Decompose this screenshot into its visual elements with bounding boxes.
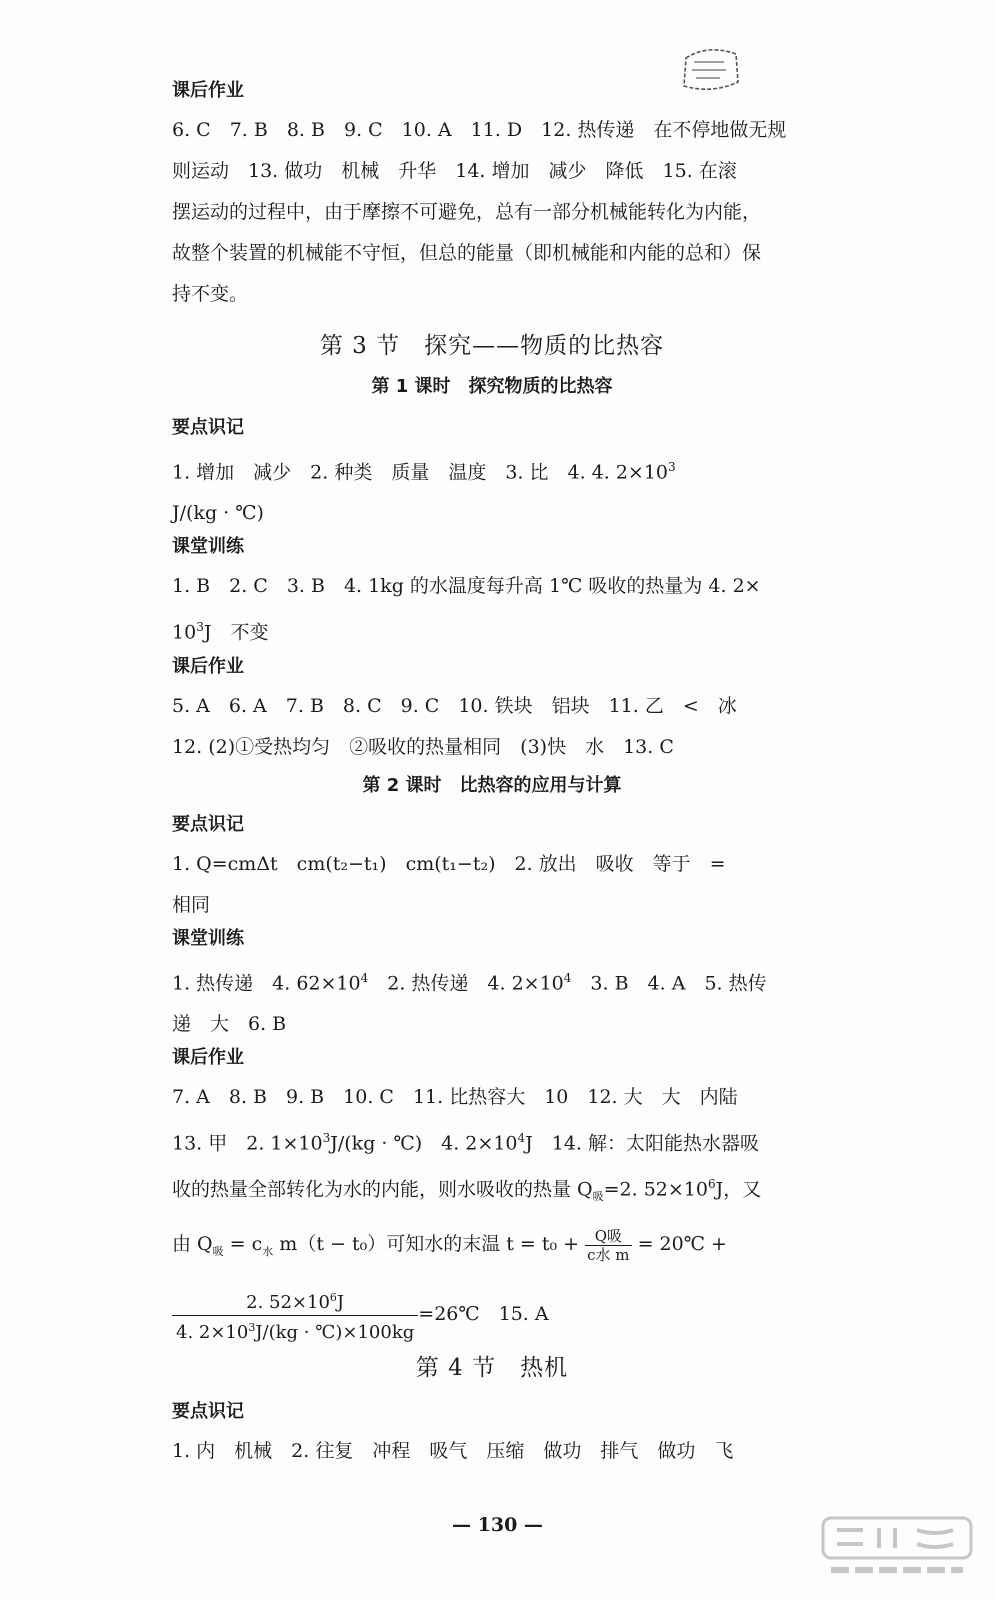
formula-line: $\frac{2. 52\times 10^6J}{4. 2\times 10^3J/(kg \cdot ℃)\times 100kg}$ =26℃ 15. A [172,1283,812,1345]
answer-line: 1. 增加 减少 2. 种类 质量 温度 3. 比 4. 4. $2\times 10^3$ [172,460,676,484]
section-heading: 课堂训练 [172,536,244,558]
formula-line: 由 $Q_吸 = c_水$ m（t − t₀）可知水的末温 t = t₀ + $\frac{\text{Q吸}}{\text{c水 m}}$ = 20℃ + [172,1226,727,1264]
answer-line: J/(kg · ℃) [172,502,264,525]
lesson-title: 第 2 课时 比热容的应用与计算 [362,774,622,796]
answer-line: 则运动 13. 做功 机械 升华 14. 增加 减少 降低 15. 在滚 [172,160,737,182]
section-heading: 要点识记 [172,813,244,835]
section-heading: 课后作业 [172,655,244,677]
answer-line: 摆运动的过程中，由于摩擦不可避免，总有一部分机械能转化为内能， [172,201,762,223]
answer-line: 持不变。 [172,283,249,305]
section-heading: 要点识记 [172,1401,244,1423]
section-title: 第 4 节 热机 [415,1355,569,1382]
lesson-title: 第 1 课时 探究物质的比热容 [371,376,613,397]
answer-line: 1. 内 机械 2. 往复 冲程 吸气 压缩 做功 排气 做功 飞 [172,1440,734,1463]
answer-line: 递 大 6. B [172,1012,287,1035]
section-heading: 课后作业 [172,1046,244,1068]
answer-line: 故整个装置的机械能不守恒，但总的能量（即机械能和内能的总和）保 [172,242,762,264]
answer-line: $10^3J$ 不变 [172,620,269,644]
section-heading: 课堂训练 [172,927,244,949]
answer-block [172,110,812,315]
answer-line: 13. 甲 2. $1\times 10^3J/(kg$ · ℃) 4. $2\times 10^4J$ 14. 解：太阳能热水器吸 [172,1130,760,1155]
answer-line: 7. A 8. B 9. B 10. C 11. 比热容大 10 12. 大 大 内陆 [172,1085,738,1108]
section-heading: 要点识记 [172,417,244,438]
section-title: 第 3 节 探究——物质的比热容 [319,333,665,359]
answer-line: 6. C 7. B 8. B 9. C 10. A 11. D 12. 热传递 在不停地做无规 [172,119,787,141]
answer-line: 1. B 2. C 3. B 4. 1kg 的水温度每升高 1℃ 吸收的热量为 4. 2× [172,575,761,598]
fraction: $\frac{\text{Q吸}}{\text{c水 m}}$ [587,1226,630,1264]
answer-line: 收的热量全部转化为水的内能，则水吸收的热量 $Q_吸=2$. $52\times 10^6J$，又 [172,1177,762,1204]
fraction: $\frac{2. 52\times 10^6J}{4. 2\times 10^3J/(kg \cdot ℃)\times 100kg}$ [172,1286,418,1345]
page-number: — 130 — [452,1514,543,1536]
answer-line: 12. (2)①受热均匀 ②吸收的热量相同 (3)快 水 13. C [172,735,674,758]
answer-line: 相同 [172,893,211,916]
watermark-logo [817,1514,977,1584]
answer-page [172,80,812,1472]
section-heading: 课后作业 [172,80,244,101]
answer-line: 5. A 6. A 7. B 8. C 9. C 10. 铁块 铝块 11. 乙 < 冰 [172,694,737,717]
answer-line: 1. 热传递 4. $62\times 10^4$ 2. 热传递 4. $2\times 10^4$ 3. B 4. A 5. 热传 [172,970,767,994]
answer-line: 1. Q=cmΔt cm(t₂−t₁) cm(t₁−t₂) 2. 放出 吸收 等于 = [172,852,726,875]
